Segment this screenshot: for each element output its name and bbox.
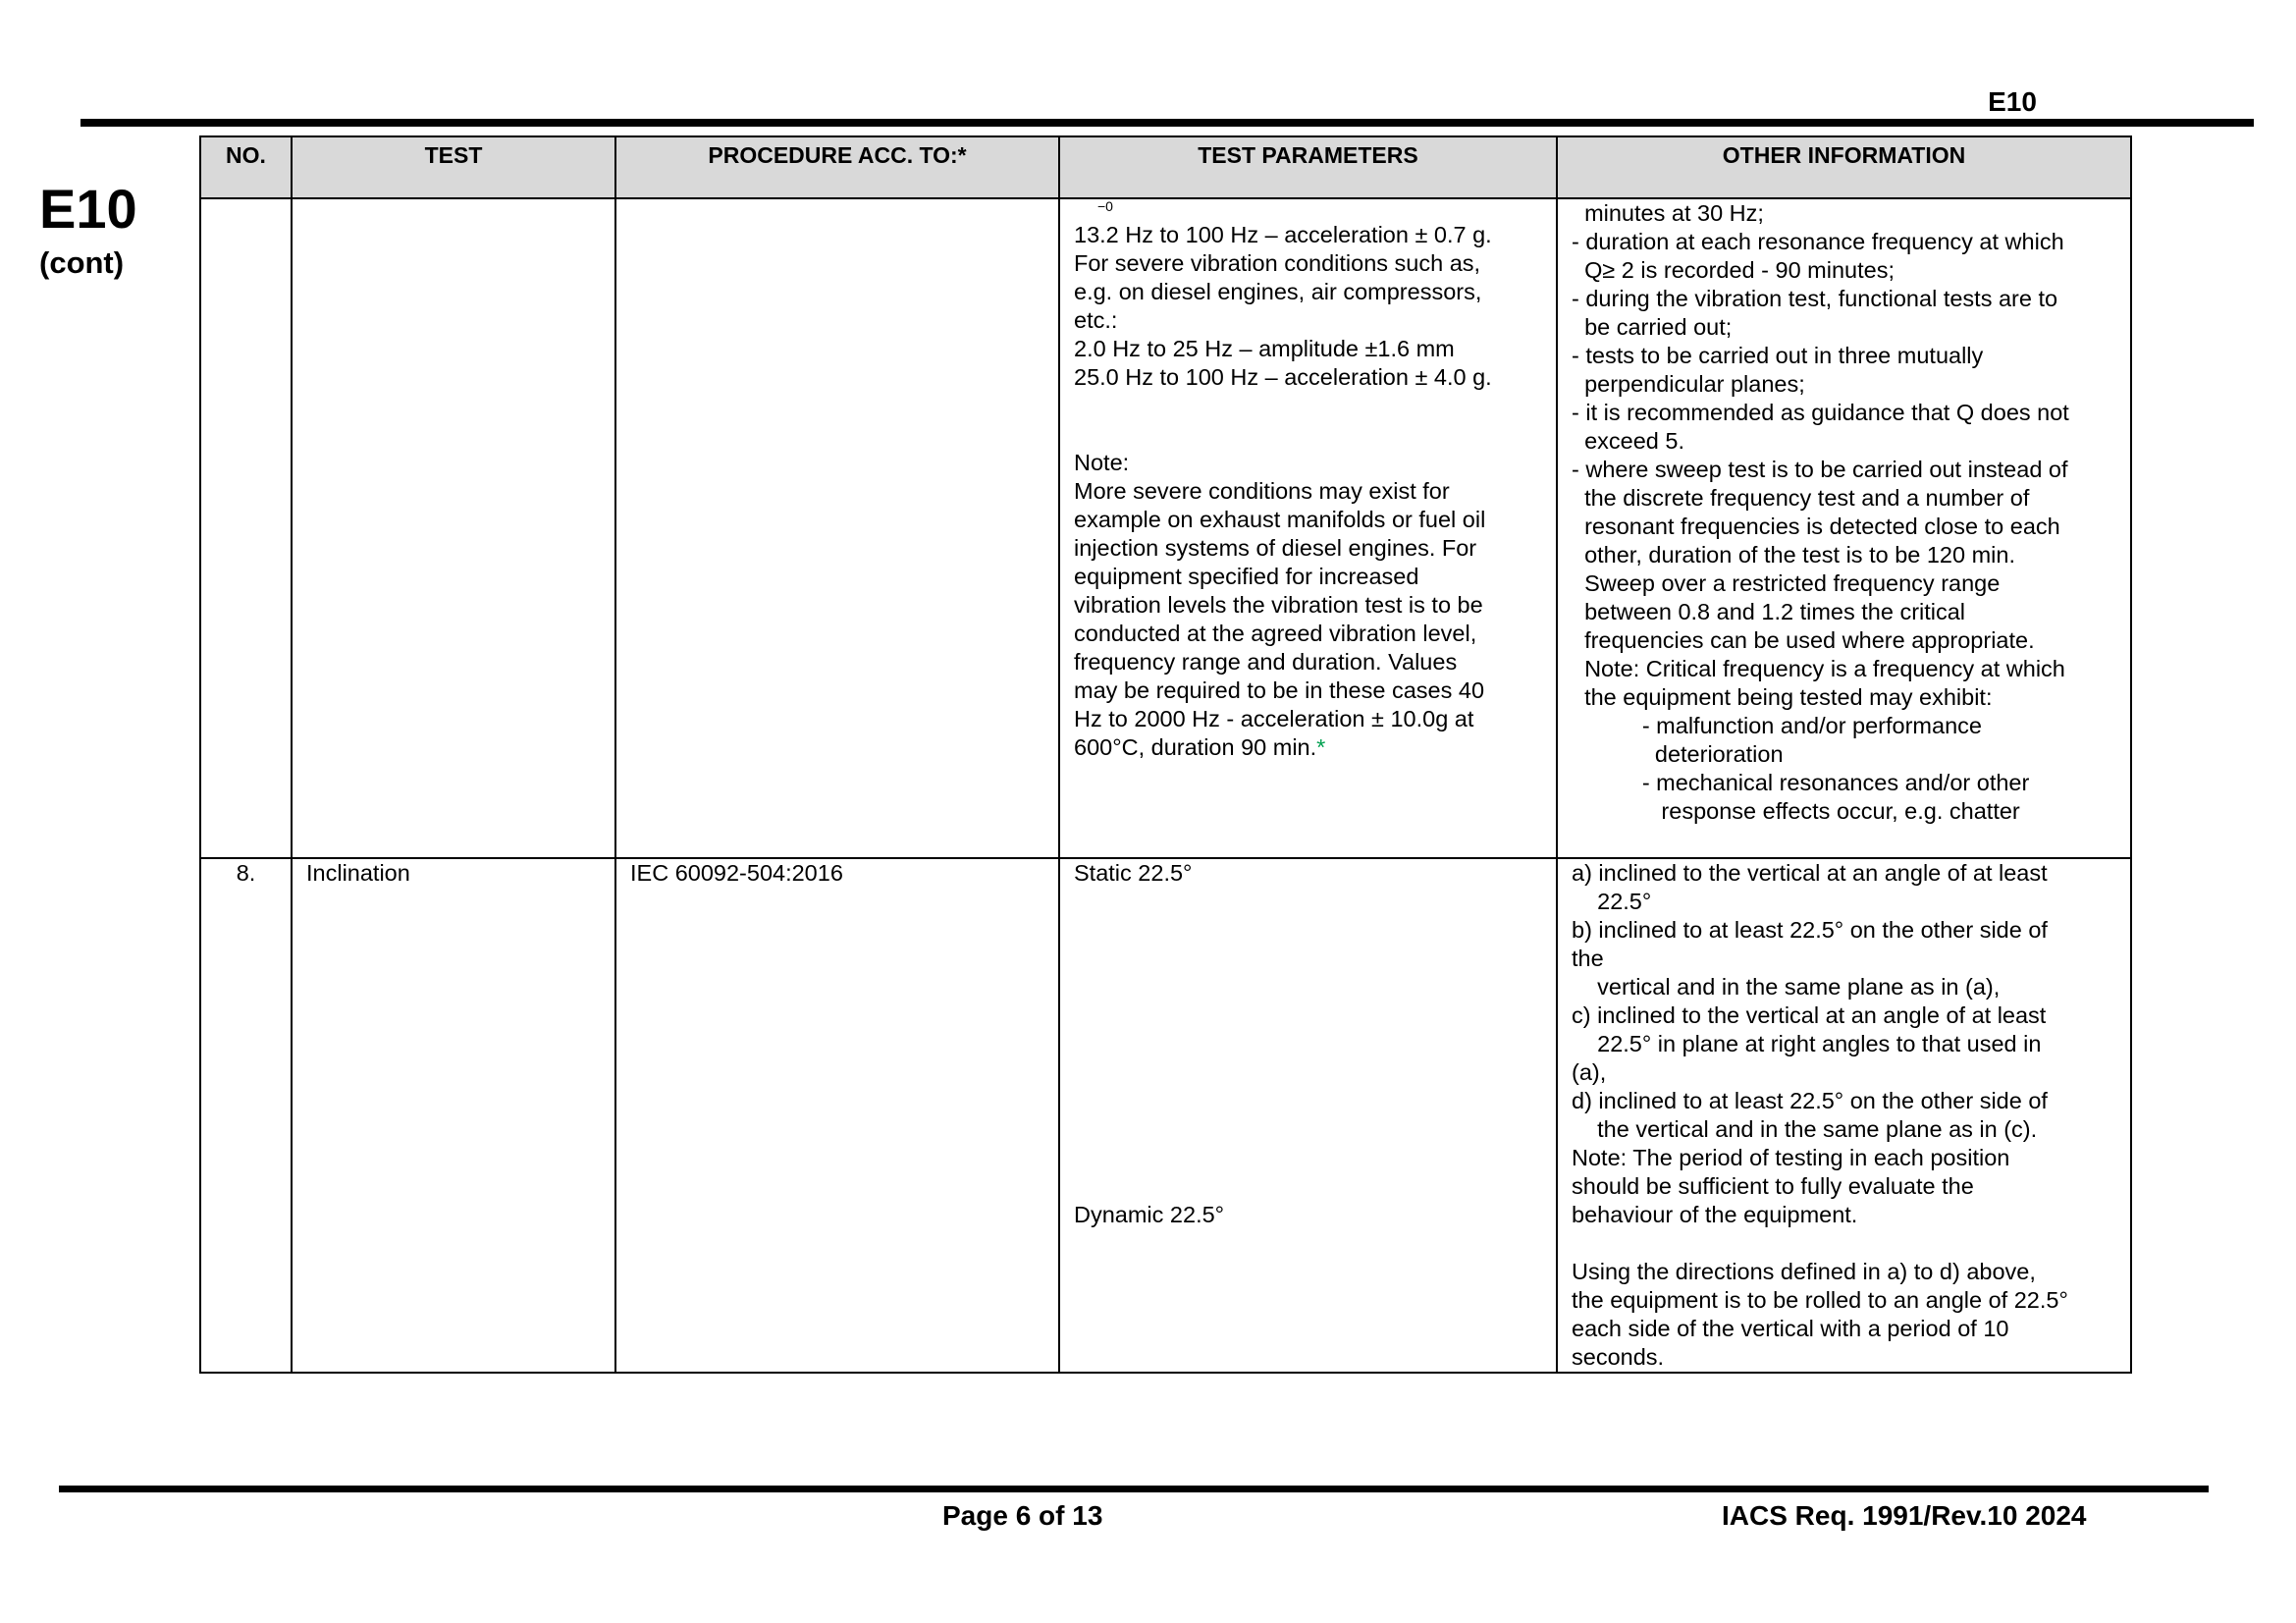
col-header-other: OTHER INFORMATION — [1557, 136, 2131, 198]
text-line: Q≥ 2 is recorded - 90 minutes; — [1572, 257, 1895, 283]
table-header-row — [200, 136, 2131, 198]
params-static: Static 22.5° — [1074, 860, 1193, 886]
side-cont: (cont) — [39, 245, 125, 280]
text-line: Note: — [1074, 450, 1130, 475]
text-line: Using the directions defined in a) to d) above, — [1572, 1259, 2036, 1284]
cell-procedure: IEC 60092-504:2016 — [615, 858, 1059, 1373]
test-table — [199, 135, 2132, 1374]
text-line: the equipment is to be rolled to an angle of 22.5° — [1572, 1287, 2068, 1313]
text-line: Note: The period of testing in each position — [1572, 1145, 2010, 1170]
text-line: e.g. on diesel engines, air compressors, — [1074, 279, 1482, 304]
col-header-parameters: TEST PARAMETERS — [1059, 136, 1557, 198]
text-line: the vertical and in the same plane as in (c). — [1572, 1116, 2038, 1142]
text-line: perpendicular planes; — [1572, 371, 1805, 397]
text-line: - it is recommended as guidance that Q does not — [1572, 400, 2069, 425]
text-line: resonant frequencies is detected close to each — [1572, 514, 2060, 539]
document-reference: IACS Req. 1991/Rev.10 2024 — [1722, 1500, 2087, 1531]
text-line: etc.: — [1074, 307, 1118, 333]
text-line: - where sweep test is to be carried out instead of — [1572, 457, 2068, 482]
text-line: 2.0 Hz to 25 Hz – amplitude ±1.6 mm — [1074, 336, 1455, 361]
text-line — [1074, 392, 1542, 420]
text-line: a) inclined to the vertical at an angle of at least — [1572, 860, 2048, 886]
table-row — [200, 858, 2131, 1373]
cell-procedure — [615, 198, 1059, 858]
params-last-line — [1074, 733, 1542, 762]
params-dynamic: Dynamic 22.5° — [1074, 1202, 1225, 1227]
table-row — [200, 198, 2131, 858]
text-line: should be sufficient to fully evaluate the — [1572, 1173, 1974, 1199]
text-line: 22.5° in plane at right angles to that used in — [1572, 1031, 2042, 1056]
text-line: conducted at the agreed vibration level, — [1074, 621, 1477, 646]
text-line: each side of the vertical with a period of 10 — [1572, 1316, 2009, 1341]
cell-test: Inclination — [292, 858, 615, 1373]
text-line: vertical and in the same plane as in (a), — [1572, 974, 2001, 1000]
other-lines — [1572, 199, 2116, 826]
cell-no — [200, 198, 292, 858]
text-line: More severe conditions may exist for — [1074, 478, 1450, 504]
cell-other — [1557, 858, 2131, 1373]
params-asterisk: * — [1316, 734, 1326, 760]
cell-test — [292, 198, 615, 858]
text-line: Sweep over a restricted frequency range — [1572, 570, 2001, 596]
text-line: - duration at each resonance frequency at which — [1572, 229, 2064, 254]
header-rule — [80, 119, 2254, 127]
col-header-procedure: PROCEDURE ACC. TO:* — [615, 136, 1059, 198]
text-line: the — [1572, 946, 1604, 971]
params-lines — [1074, 221, 1542, 733]
header-code: E10 — [1988, 86, 2037, 117]
superscript-fragment: −0 — [1097, 198, 1113, 214]
text-line: - during the vibration test, functional tests are to — [1572, 286, 2058, 311]
text-line: other, duration of the test is to be 120 min. — [1572, 542, 2016, 568]
text-line: Note: Critical frequency is a frequency at which — [1572, 656, 2065, 681]
text-line: b) inclined to at least 22.5° on the other side of — [1572, 917, 2048, 943]
text-line: deterioration — [1572, 741, 1784, 767]
text-line: - tests to be carried out in three mutually — [1572, 343, 1984, 368]
params-last-text: 600°C, duration 90 min. — [1074, 734, 1317, 760]
text-line: between 0.8 and 1.2 times the critical — [1572, 599, 1966, 624]
text-line: For severe vibration conditions such as, — [1074, 250, 1481, 276]
text-line: injection systems of diesel engines. For — [1074, 535, 1477, 561]
side-code: E10 — [39, 178, 137, 240]
other-lines — [1572, 859, 2116, 1372]
text-line: c) inclined to the vertical at an angle of at least — [1572, 1002, 2047, 1028]
cell-parameters — [1059, 198, 1557, 858]
text-line — [1074, 420, 1542, 449]
col-header-no: NO. — [200, 136, 292, 198]
cell-parameters — [1059, 858, 1557, 1373]
col-header-test: TEST — [292, 136, 615, 198]
text-line: - mechanical resonances and/or other — [1572, 770, 2030, 795]
text-line: may be required to be in these cases 40 — [1074, 677, 1485, 703]
page-number: Page 6 of 13 — [942, 1500, 1103, 1531]
text-line: equipment specified for increased — [1074, 564, 1419, 589]
text-line: 13.2 Hz to 100 Hz – acceleration ± 0.7 g. — [1074, 222, 1492, 247]
text-line: 22.5° — [1572, 889, 1652, 914]
text-line: (a), — [1572, 1059, 1607, 1085]
text-line: Hz to 2000 Hz - acceleration ± 10.0g at — [1074, 706, 1474, 731]
text-line: d) inclined to at least 22.5° on the other side of — [1572, 1088, 2048, 1113]
text-line — [1572, 1229, 2116, 1258]
text-line: exceed 5. — [1572, 428, 1684, 454]
text-line: be carried out; — [1572, 314, 1733, 340]
text-line: - malfunction and/or performance — [1572, 713, 1982, 738]
text-line: behaviour of the equipment. — [1572, 1202, 1858, 1227]
text-line: minutes at 30 Hz; — [1572, 200, 1764, 226]
cell-no: 8. — [200, 858, 292, 1373]
footer-rule — [59, 1486, 2209, 1492]
text-line: response effects occur, e.g. chatter — [1572, 798, 2020, 824]
text-line: frequencies can be used where appropriate. — [1572, 627, 2035, 653]
text-line: the discrete frequency test and a number of — [1572, 485, 2030, 511]
text-line: seconds. — [1572, 1344, 1665, 1370]
params-spacer — [1074, 888, 1542, 1201]
text-line: example on exhaust manifolds or fuel oil — [1074, 507, 1486, 532]
text-line: frequency range and duration. Values — [1074, 649, 1458, 675]
text-line: the equipment being tested may exhibit: — [1572, 684, 1993, 710]
text-line: vibration levels the vibration test is to be — [1074, 592, 1483, 618]
cell-other — [1557, 198, 2131, 858]
text-line: 25.0 Hz to 100 Hz – acceleration ± 4.0 g. — [1074, 364, 1492, 390]
